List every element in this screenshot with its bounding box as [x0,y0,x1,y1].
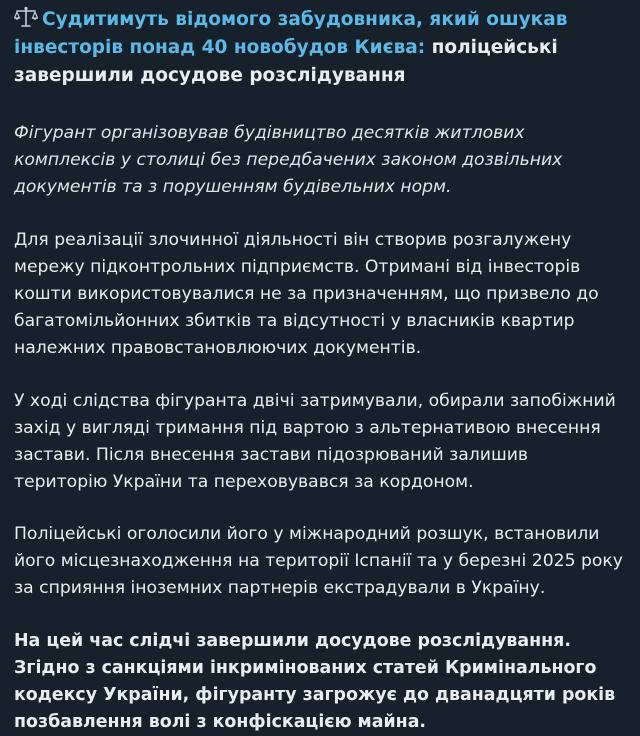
paragraph-scheme: Для реалізації злочинної діяльності він створив розгалужену мережу підконтрольних підприємств. Отримані від інвесторів кошти використовувалися не за призначенням, що призвело до багатомільйонних збитків та відсутності у власників квартир належних правовстановлюючих документів. [14,230,599,358]
paragraph-extradition: Поліцейські оголосили його у міжнародний розшук, встановили його місцезнаходження на території Іспанії та у березні 2025 року за сприяння іноземних партнерів екстрадували в Україну. [14,524,623,598]
lead-paragraph: Фігурант організовував будівництво десятків житлових комплексів у столиці без передбачених законом дозвільних документів та з порушенням будівельних норм. [14,123,563,197]
balance-scale-icon [14,6,38,28]
headline-rest: поліцейські завершили досудове розслідування [14,37,558,86]
paragraph-investigation: У ході слідства фігуранта двічі затримували, обирали запобіжний захід у вигляді тримання під вартою з альтернативою внесення застави. Після внесення застави підозрюваний залишив територію України та переховувався за кордоном. [14,391,616,492]
message-headline [14,6,626,90]
paragraph-conclusion: На цей час слідчі завершили досудове розслідування. Згідно з санкціями інкримінованих статей Кримінального кодексу України, фігуранту загрожує до дванадцяти років позбавлення волі з конфіскацією майна. [14,631,616,732]
headline-link[interactable]: Судитимуть відомого забудовника, який ошукав інвесторів понад 40 новобудов Києва: [14,9,568,58]
